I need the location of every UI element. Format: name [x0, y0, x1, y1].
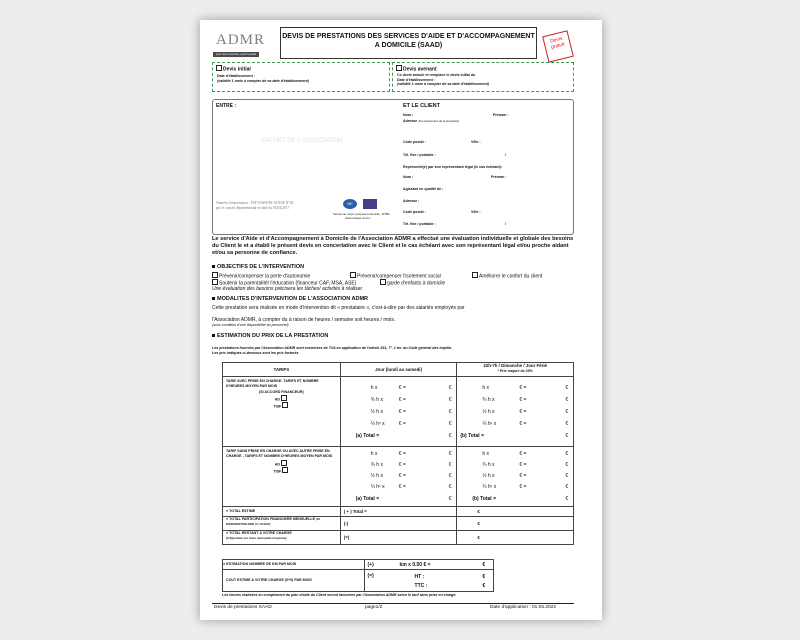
document-title: DEVIS DE PRESTATIONS DES SERVICES D'AIDE ET D'ACCOMPAGNEMENT A DOMICILE (SAAD) [282, 33, 535, 49]
ad-label: AD [274, 397, 280, 401]
row1-label: TARIF AVEC PRISE EN CHARGE- TARIFS ET NOMBRE D'HEURES MOYEN PAR MOIS [226, 379, 319, 388]
line-eq: € = [519, 385, 527, 391]
bullet-square-icon [212, 265, 215, 268]
nf-certification-logo: NF [343, 199, 357, 209]
admr-logo [212, 30, 266, 62]
km-euro: € [482, 562, 486, 568]
total-estime-value: ( + ) Total = [340, 507, 457, 517]
total-a: (a) Total = [355, 433, 380, 439]
objectif-isolement-label: Prévenir/compenser l'isolement social [357, 273, 441, 280]
row1-semaine-cell [340, 377, 457, 447]
client-adresse: Adresse [403, 119, 418, 123]
objectif-autonomie-checkbox[interactable] [212, 272, 218, 278]
footer-left: Devis de prestations SAAD [214, 605, 272, 610]
ad-label: AD [274, 462, 280, 467]
line-eq: € = [519, 409, 527, 415]
line-eq: € = [519, 462, 527, 468]
bullet-square-icon [212, 297, 215, 300]
line-h: ¼ h¹ x [482, 421, 497, 427]
line-h: ½ h x [370, 473, 383, 479]
line-euro: € [565, 421, 569, 427]
cout-ht: HT : [414, 574, 425, 580]
line-h: ½ h x [370, 409, 383, 415]
line-h: ¼ h¹ x [370, 421, 385, 427]
title-box [280, 27, 537, 59]
line-euro: € [565, 473, 569, 479]
col-dimanche-note: * Prix majoré de 25% [497, 368, 533, 373]
initial-date-label: Date d'établissement : [217, 74, 256, 78]
line-euro: € [448, 421, 452, 427]
line-eq: € = [398, 484, 406, 490]
certification-url: www.marque-nf.com [345, 215, 371, 220]
document-page [200, 20, 602, 620]
line-euro: € [565, 462, 569, 468]
objectif-autonomie-label: Prévenir/compenser la perte d'autonomie [219, 273, 311, 280]
client-prenom: Prénom : [493, 113, 509, 117]
col-dimanche-label: 22h-7h / Dimanche / Jour Férié [483, 363, 547, 368]
line-euro: € [448, 473, 452, 479]
estimation-tva-note: Les prestations fournies par l'Association ADMR sont exonérées de TVA en application de l'article 261, 7°, 1 ter. du Code général des impôts. [212, 346, 453, 350]
line-euro: € [448, 385, 452, 391]
line-eq: € = [519, 473, 527, 479]
pricing-table [222, 362, 574, 545]
cout-ttc-euro: € [482, 583, 486, 589]
line-eq: € = [398, 421, 406, 427]
cout-cell [364, 570, 493, 592]
devis-initial-box [212, 62, 390, 92]
estimation-title: ESTIMATION DU PRIX DE LA PRESTATION [217, 333, 329, 339]
tisf-checkbox[interactable] [282, 402, 288, 408]
row1-dimanche-cell [457, 377, 574, 447]
representant-code-postal: Code postal : [403, 210, 426, 214]
entre-label: ENTRE : [216, 103, 236, 109]
line-h: ¾ h x [482, 397, 495, 403]
line-euro: € [448, 484, 452, 490]
avenant-replace-line: Ce devis annule et remplace le devis initial du [397, 73, 476, 77]
line-h: ½ h x [482, 473, 495, 479]
col-semaine-header: Jour (lundi au samedi) [340, 363, 457, 377]
devis-avenant-label: Devis avenant [403, 66, 437, 73]
line-eq: € = [519, 397, 527, 403]
avenant-validity-note: (validité 1 mois à compter de sa date d'établissement) [397, 82, 489, 86]
line-euro: € [448, 397, 452, 403]
total-estime-label: ● TOTAL ESTIME [223, 507, 341, 517]
logo-tagline: pour les hommes, pour la paix [213, 52, 259, 57]
client-tel: Tél. fixe / portable : [403, 153, 436, 157]
line-euro: € [565, 409, 569, 415]
line-h: h x [370, 451, 378, 457]
objectif-isolement-checkbox[interactable] [350, 272, 356, 278]
cost-table [222, 559, 494, 592]
objectif-confort-checkbox[interactable] [472, 272, 478, 278]
col-tarifs-header: TARIFS [223, 363, 341, 377]
reste-label: ● TOTAL RESTANT A VOTRE CHARGE (0-0)(estimé sur base mensuelle moyenne) [223, 531, 341, 545]
row-sans-prise-en-charge [223, 447, 341, 507]
ad-checkbox[interactable] [281, 395, 287, 401]
parties-box [212, 99, 574, 235]
km-value: km x 0.50 € = [399, 562, 431, 568]
modalites-line1: Cette prestation sera réalisée en mode d'intervention dit « prestataire », c'est-à-dire par des salariés employés par [212, 305, 465, 311]
cout-ht-euro: € [482, 574, 486, 580]
bullet-square-icon [212, 334, 215, 337]
line-h: ¾ h x [370, 397, 383, 403]
association-stamp-watermark: CACHET DE L'ASSOCIATION [261, 138, 343, 144]
representant-tel: Tél. fixe / portable : [403, 222, 436, 226]
footer-page: page1/2 [365, 605, 383, 610]
line-eq: € = [398, 451, 406, 457]
modalites-line2: l'Association ADMR, à compter du à raison de heures / semaine soit heures / mois. [212, 317, 396, 323]
km-sign: (+) [367, 562, 374, 568]
line-euro: € [448, 496, 452, 502]
client-title: ET LE CLIENT [403, 103, 440, 109]
km-cell [364, 560, 493, 570]
client-ville: Ville : [471, 140, 481, 144]
representant-line: Représenté(e) par son représentant légal (le cas échéant): [403, 165, 503, 169]
row2-label: TARIF SANS PRISE EN CHARGE OU AVEC AUTRE PRISE EN CHARGE - TARIFS ET NOMBRE D'HEURES MOYEN PAR MOIS [226, 449, 333, 458]
cout-sign: (=) [367, 573, 374, 579]
line-eq: € = [519, 484, 527, 490]
certification-line: Service au moyen proposé à domicile - RTBS [333, 212, 390, 216]
tisf-label: TISF [273, 404, 282, 408]
line-euro: € [448, 433, 452, 439]
row1-sub: (SI ACCORD FINANCEUR) [259, 390, 304, 394]
line-euro: € [565, 496, 569, 502]
line-eq: € = [398, 409, 406, 415]
line-euro: € [565, 484, 569, 490]
client-code-postal: Code postal : [403, 140, 426, 144]
cout-label: COUT ESTIME A VOTRE CHARGE (0+0) PAR MOIS [223, 570, 365, 592]
line-h: ¾ h x [370, 462, 383, 468]
free-quote-stamp: Devis gratuit [542, 30, 574, 62]
bottom-note: Les heures réalisées en complément du plan d'aide du Client seront facturées par l'Association ADMR selon le tarif sans prise en charge. [222, 593, 457, 597]
line-euro: € [565, 397, 569, 403]
estimation-price-note: Les prix indiqués ci-dessous sont les prix facturés [212, 351, 299, 355]
ad-checkbox[interactable] [281, 460, 287, 466]
objectif-parentalite-checkbox[interactable] [212, 279, 218, 285]
objectif-parentalite-label: Soutenir la parentalité/ l'éducation (financeur CAF, MSA, ASE) [219, 280, 357, 287]
representant-ville: Ville : [471, 210, 481, 214]
client-nom: Nom : [403, 113, 414, 117]
line-euro: € [448, 409, 452, 415]
line-euro: € [565, 385, 569, 391]
line-eq: € = [398, 385, 406, 391]
participation-label: ● TOTAL PARTICIPATION FINANCIERE MENSUELLE (SI INTERVENTION AIDE A L'ACHAT) [223, 517, 341, 531]
objectif-garde-label: garde d'enfants à domicile [387, 280, 446, 287]
total-a: (a) Total = [355, 496, 380, 502]
intro-paragraph: Le service d'Aide et d'Accompagnement à Domicile de l'Association ADMR a effectué une évaluation individuelle et globale des besoins du Client le et a établi le présent devis en concertation avec le Client et le cas échéant avec son représentant légal et/ou proche aidant et/ou sa personne de confiance. [212, 236, 574, 256]
representant-tel-slash: / [505, 222, 506, 226]
modalites-note: (sous condition d'une disponibilité du personnel) [212, 323, 289, 327]
devis-initial-checkbox[interactable] [216, 65, 222, 71]
line-h: ¾ h x [482, 462, 495, 468]
reste-value: (=) [340, 531, 457, 545]
line-euro: € [565, 451, 569, 457]
line-h: h x [370, 385, 378, 391]
row-avec-prise-en-charge [223, 377, 341, 447]
devis-avenant-checkbox[interactable] [396, 65, 402, 71]
km-label: ● ESTIMATION NOMBRE DE KM PAR MOIS [223, 560, 365, 570]
footer-divider [212, 603, 574, 604]
certification-badge-icon [363, 199, 377, 209]
total-b: (b) Total = [472, 496, 496, 502]
total-estime-euro: € [457, 507, 574, 517]
client-tel-slash: / [505, 153, 506, 157]
cout-ttc: TTC : [414, 583, 428, 589]
devis-initial-label: Devis initial [223, 66, 251, 73]
line-h: ¼ h¹ x [370, 484, 385, 490]
representant-prenom: Prénom : [491, 175, 507, 179]
tisf-checkbox[interactable] [282, 467, 288, 473]
objectif-garde-checkbox[interactable] [380, 279, 386, 285]
participation-value: (-) [340, 517, 457, 531]
line-eq: € = [519, 451, 527, 457]
line-h: h x [482, 451, 489, 457]
objectifs-title: OBJECTIFS DE L'INTERVENTION [217, 264, 305, 270]
line-h: ¼ h¹ x [482, 484, 497, 490]
line-euro: € [448, 462, 452, 468]
row2-dimanche-cell [457, 447, 574, 507]
line-h: ½ h x [482, 409, 495, 415]
line-eq: € = [398, 462, 406, 468]
line-eq: € = [519, 421, 527, 427]
tisf-label: TISF [273, 469, 282, 474]
row2-semaine-cell [340, 447, 457, 507]
participation-euro: € [457, 517, 574, 531]
col-dimanche-header [457, 363, 574, 377]
footer-date: Date d'application : 01.05.2022 [490, 605, 556, 610]
objectif-confort-label: Améliorer le confort du client [479, 273, 543, 280]
total-b: (b) Total = [460, 433, 484, 439]
agrement-number: Numéro d'autorisation : PSF-DAPA/98/ SCP/IE N°26 [216, 201, 294, 205]
objectifs-note: Une évaluation des besoins précisera les tâches/ activités à réaliser. [212, 286, 364, 292]
representant-adresse: Adresse : [403, 199, 420, 203]
line-h: h x [482, 385, 489, 391]
line-eq: € = [398, 397, 406, 403]
line-euro: € [565, 433, 569, 439]
initial-validity-note: (validité 1 mois à compter de sa date d'établissement) [217, 79, 309, 83]
agrement-date: par le conseil départemental en date du 03/04/2017 [216, 206, 290, 210]
logo-text: ADMR [216, 32, 266, 48]
avenant-date-label: Date d'établissement : [397, 77, 436, 82]
modalites-title: MODALITES D'INTERVENTION DE L'ASSOCIATION ADMR [217, 296, 369, 302]
devis-avenant-box [392, 62, 574, 92]
reste-euro: € [457, 531, 574, 545]
client-adresse-note: (lieu d'exécution de la prestation) [418, 119, 460, 123]
line-euro: € [448, 451, 452, 457]
representant-qualite: Agissant en qualité de : [403, 187, 444, 191]
representant-nom: Nom : [403, 175, 414, 179]
line-eq: € = [398, 473, 406, 479]
